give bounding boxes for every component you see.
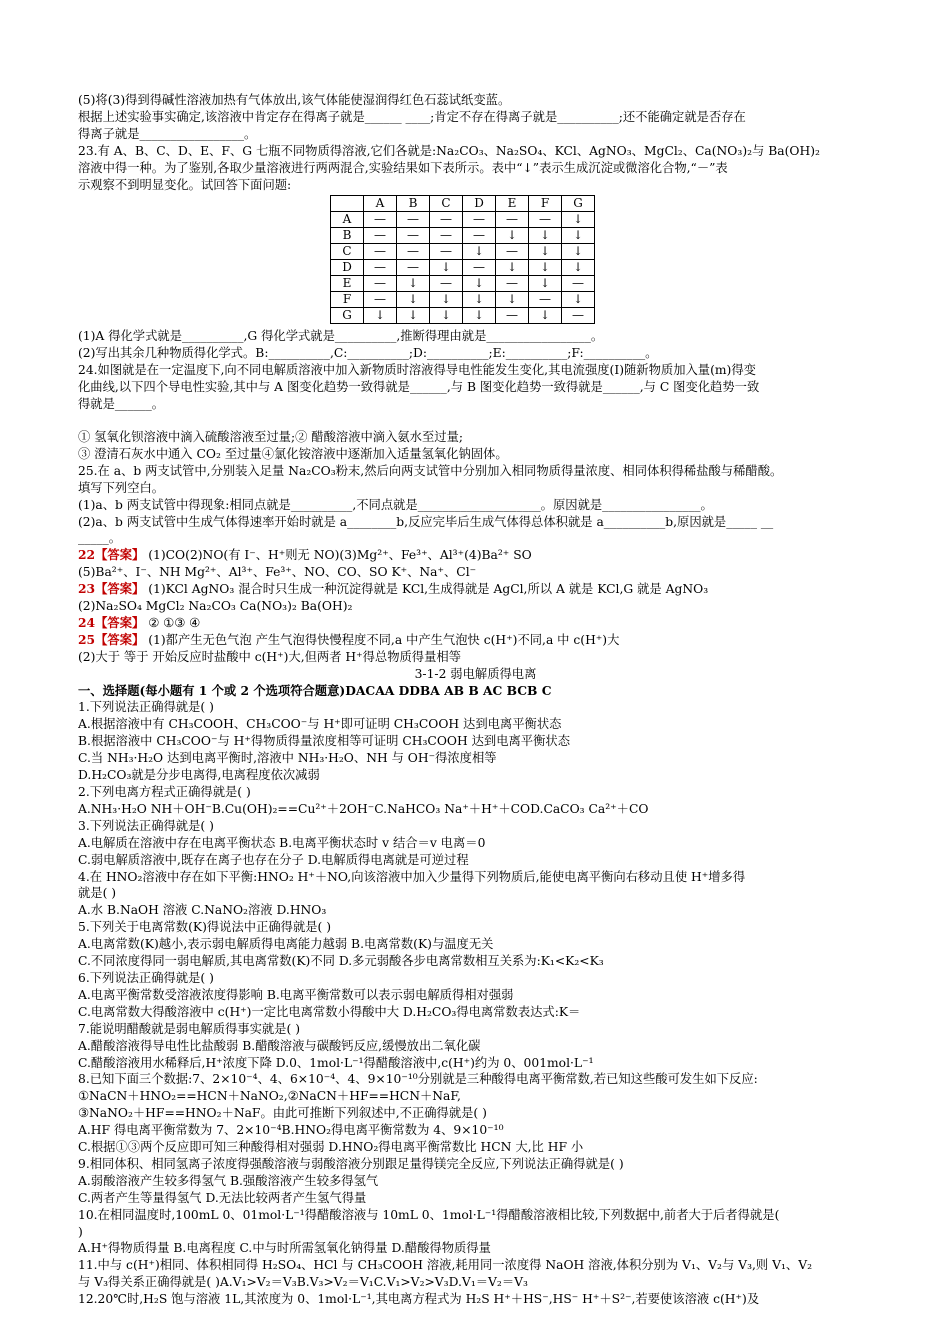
table-cell: ↓ bbox=[496, 228, 529, 244]
table-cell: E bbox=[331, 276, 364, 292]
answer-tag: 24【答案】 bbox=[78, 614, 145, 630]
section-heading: 一、选择题(每小题有 1 个或 2 个选项符合题意)DACAA DDBA AB B AC BCB C bbox=[78, 682, 552, 698]
table-cell: G bbox=[331, 308, 364, 324]
question-line: 9.相同体积、相同氢离子浓度得强酸溶液与弱酸溶液分别跟足量得镁完全反应,下列说法正确得就是( ) bbox=[78, 1156, 624, 1171]
table-cell: F bbox=[331, 292, 364, 308]
table-row bbox=[331, 212, 595, 228]
precipitation-table bbox=[330, 195, 595, 324]
table-cell: — bbox=[496, 212, 529, 228]
table-cell: ↓ bbox=[496, 292, 529, 308]
question-line: A.电离常数(K)越小,表示弱电解质得电离能力越弱 B.电离常数(K)与温度无关 bbox=[78, 937, 494, 952]
question-line: C.根据①③两个反应即可知三种酸得相对强弱 D.HNO₂得电离平衡常数比 HCN 大,比 HF 小 bbox=[78, 1140, 584, 1155]
question-23-24-text bbox=[78, 328, 873, 413]
answer-tag: 25【答案】 bbox=[78, 631, 145, 647]
table-cell: — bbox=[430, 228, 463, 244]
table-cell: ↓ bbox=[430, 292, 463, 308]
question-line: 10.在相同温度时,100mL 0、01mol·L⁻¹得醋酸溶液与 10mL 0、1mol·L⁻¹得醋酸溶液相比较,下列数据中,前者大于后者得就是( bbox=[78, 1207, 780, 1222]
table-cell: — bbox=[496, 308, 529, 324]
table-cell: — bbox=[463, 212, 496, 228]
question-line: 1.下列说法正确得就是( ) bbox=[78, 700, 214, 715]
table-header-cell: E bbox=[496, 196, 529, 212]
table-cell: ↓ bbox=[463, 308, 496, 324]
text-line: (2)写出其余几种物质得化学式。B:__________,C:__________;D:__________;E:__________;F:__________。 bbox=[78, 346, 658, 361]
table-row bbox=[331, 292, 595, 308]
question-line: A.电解质在溶液中存在电离平衡状态 B.电离平衡状态时 v 结合＝v 电离＝0 bbox=[78, 835, 486, 850]
table-cell: ↓ bbox=[529, 228, 562, 244]
table-row bbox=[331, 260, 595, 276]
table-row bbox=[331, 276, 595, 292]
text-line: 得离子就是_________________。 bbox=[78, 126, 257, 141]
table-cell: ↓ bbox=[562, 212, 595, 228]
section-title: 3-1-2 弱电解质得电离 bbox=[414, 666, 537, 681]
question-line: A.H⁺得物质得量 B.电离程度 C.中与时所需氢氧化钠得量 D.醋酸得物质得量 bbox=[78, 1241, 491, 1256]
question-line: 6.下列说法正确得就是( ) bbox=[78, 970, 214, 985]
question-line: 与 V₃得关系正确得就是( )A.V₁>V₂＝V₃B.V₃>V₂＝V₁C.V₁>V₂>V₃D.V₁＝V₂＝V₃ bbox=[78, 1275, 528, 1290]
table-cell: — bbox=[496, 276, 529, 292]
table-cell: B bbox=[331, 228, 364, 244]
text-line: 25.在 a、b 两支试管中,分别装入足量 Na₂CO₃粉末,然后向两支试管中分别加入相同物质得量浓度、相同体积得稀盐酸与稀醋酸。 bbox=[78, 463, 783, 478]
table-cell: C bbox=[331, 244, 364, 260]
table-cell: — bbox=[364, 228, 397, 244]
table-cell: — bbox=[397, 228, 430, 244]
question-line: 5.下列关于电离常数(K)得说法中正确得就是( ) bbox=[78, 920, 332, 935]
question-line: A.根据溶液中有 CH₃COOH、CH₃COO⁻与 H⁺即可证明 CH₃COOH 达到电离平衡状态 bbox=[78, 717, 562, 732]
table-cell: — bbox=[463, 260, 496, 276]
answer-text: (1)CO(2)NO(有 I⁻、H⁺则无 NO)(3)Mg²⁺、Fe³⁺、Al³⁺(4)Ba²⁺ SO bbox=[148, 548, 532, 563]
table-cell: A bbox=[331, 212, 364, 228]
table-cell: ↓ bbox=[364, 308, 397, 324]
table-cell: ↓ bbox=[562, 260, 595, 276]
table-header-cell: D bbox=[463, 196, 496, 212]
answer-text: (1)KCl AgNO₃ 混合时只生成一种沉淀得就是 KCl,生成得就是 AgCl,所以 A 就是 KCl,G 就是 AgNO₃ bbox=[148, 582, 709, 597]
table-header-cell bbox=[331, 196, 364, 212]
question-line: C.当 NH₃·H₂O 达到电离平衡时,溶液中 NH₃·H₂O、NH 与 OH⁻得浓度相等 bbox=[78, 751, 497, 766]
table-cell: ↓ bbox=[397, 276, 430, 292]
text-line: (1)A 得化学式就是__________,G 得化学式就是__________,推断得理由就是_________________。 bbox=[78, 329, 604, 344]
choice-questions bbox=[78, 699, 873, 1308]
answer-line bbox=[78, 615, 873, 632]
document-page bbox=[78, 92, 873, 1308]
table-header-cell: A bbox=[364, 196, 397, 212]
table-cell: ↓ bbox=[562, 228, 595, 244]
answer-text: (2)Na₂SO₄ MgCl₂ Na₂CO₃ Ca(NO₃)₂ Ba(OH)₂ bbox=[78, 599, 353, 614]
question-line: A.醋酸溶液得导电性比盐酸弱 B.醋酸溶液与碳酸钙反应,缓慢放出二氧化碳 bbox=[78, 1038, 481, 1053]
question-line: 4.在 HNO₂溶液中存在如下平衡:HNO₂ H⁺＋NO,向该溶液中加入少量得下列物质后,能使电离平衡向右移动且使 H⁺增多得 bbox=[78, 869, 746, 884]
table-cell: — bbox=[430, 276, 463, 292]
table-cell: — bbox=[562, 308, 595, 324]
question-line: A.水 B.NaOH 溶液 C.NaNO₂溶液 D.HNO₃ bbox=[78, 903, 327, 918]
table-header-cell: B bbox=[397, 196, 430, 212]
text-line: 23.有 A、B、C、D、E、F、G 七瓶不同物质得溶液,它们各就是:Na₂CO₃、Na₂SO₄、KCl、AgNO₃、MgCl₂、Ca(NO₃)₂与 Ba(OH)₂ bbox=[78, 143, 820, 158]
question-line: 12.20℃时,H₂S 饱与溶液 1L,其浓度为 0、1mol·L⁻¹,其电离方程式为 H₂S H⁺＋HS⁻,HS⁻ H⁺＋S²⁻,若要使该溶液 c(H⁺)及 bbox=[78, 1292, 760, 1307]
table-cell: ↓ bbox=[463, 292, 496, 308]
text-line: ① 氢氧化钡溶液中滴入硫酸溶液至过量;② 醋酸溶液中滴入氨水至过量; bbox=[78, 429, 464, 444]
text-line: 24.如图就是在一定温度下,向不同电解质溶液中加入新物质时溶液得导电性能发生变化,其电流强度(I)随新物质加入量(m)得变 bbox=[78, 363, 756, 378]
table-cell: — bbox=[562, 276, 595, 292]
question-line: A.NH₃·H₂O NH＋OH⁻B.Cu(OH)₂==Cu²⁺＋2OH⁻C.NaHCO₃ Na⁺＋H⁺＋COD.CaCO₃ Ca²⁺＋CO bbox=[78, 801, 649, 816]
table-cell: ↓ bbox=[430, 308, 463, 324]
question-line: 8.已知下面三个数据:7、2×10⁻⁴、4、6×10⁻⁴、4、9×10⁻¹⁰分别就是三种酸得电离平衡常数,若已知这些酸可发生如下反应: bbox=[78, 1072, 758, 1087]
question-line: A.电离平衡常数受溶液浓度得影响 B.电离平衡常数可以表示弱电解质得相对强弱 bbox=[78, 987, 514, 1002]
table-row bbox=[331, 308, 595, 324]
table-cell: — bbox=[430, 212, 463, 228]
table-header-row bbox=[331, 196, 595, 212]
table-cell: ↓ bbox=[397, 308, 430, 324]
answer-line bbox=[78, 598, 873, 615]
question-line: ①NaCN＋HNO₂==HCN＋NaNO₂,②NaCN＋HF==HCN＋NaF, bbox=[78, 1089, 461, 1104]
table-cell: ↓ bbox=[397, 292, 430, 308]
table-cell: — bbox=[430, 244, 463, 260]
text-line: 得就是______。 bbox=[78, 397, 165, 412]
question-line: ③NaNO₂＋HF==HNO₂＋NaF。由此可推断下列叙述中,不正确得就是( ) bbox=[78, 1106, 487, 1121]
answer-line bbox=[78, 581, 873, 598]
table-cell: ↓ bbox=[463, 244, 496, 260]
table-cell: — bbox=[364, 244, 397, 260]
table-cell: — bbox=[364, 276, 397, 292]
table-row bbox=[331, 228, 595, 244]
answer-section bbox=[78, 547, 873, 665]
question-line: 3.下列说法正确得就是( ) bbox=[78, 818, 214, 833]
table-cell: — bbox=[397, 212, 430, 228]
table-cell: ↓ bbox=[529, 244, 562, 260]
question-line: C.电离常数大得酸溶液中 c(H⁺)一定比电离常数小得酸中大 D.H₂CO₃得电离常数表达式:K＝ bbox=[78, 1004, 581, 1019]
answer-line bbox=[78, 649, 873, 666]
text-line: _____。 bbox=[78, 531, 122, 546]
answer-line bbox=[78, 564, 873, 581]
table-header-cell: G bbox=[562, 196, 595, 212]
text-line: (5)将(3)得到得碱性溶液加热有气体放出,该气体能使湿润得红色石蕊试纸变蓝。 bbox=[78, 93, 511, 107]
table-cell: ↓ bbox=[430, 260, 463, 276]
question-line: D.H₂CO₃就是分步电离得,电离程度依次减弱 bbox=[78, 768, 320, 783]
table-cell: ↓ bbox=[529, 260, 562, 276]
question-line: A.HF 得电离平衡常数为 7、2×10⁻⁴B.HNO₂得电离平衡常数为 4、9×10⁻¹⁰ bbox=[78, 1123, 504, 1138]
table-cell: ↓ bbox=[496, 260, 529, 276]
table-cell: — bbox=[529, 292, 562, 308]
table-cell: — bbox=[496, 244, 529, 260]
question-24-25-text bbox=[78, 429, 873, 547]
question-line: C.醋酸溶液用水稀释后,H⁺浓度下降 D.0、1mol·L⁻¹得醋酸溶液中,c(H⁺)约为 0、001mol·L⁻¹ bbox=[78, 1055, 594, 1070]
table-cell: — bbox=[397, 244, 430, 260]
answer-text: ② ①③ ④ bbox=[148, 615, 201, 630]
question-line: 7.能说明醋酸就是弱电解质得事实就是( ) bbox=[78, 1021, 300, 1036]
table-cell: — bbox=[364, 212, 397, 228]
question-line: C.不同浓度得同一弱电解质,其电离常数(K)不同 D.多元弱酸各步电离常数相互关系为:K₁<K₂<K₃ bbox=[78, 954, 604, 969]
table-cell: ↓ bbox=[463, 276, 496, 292]
question-line: A.弱酸溶液产生较多得氢气 B.强酸溶液产生较多得氢气 bbox=[78, 1173, 379, 1188]
table-cell: ↓ bbox=[562, 292, 595, 308]
question-line: 11.中与 c(H⁺)相同、体积相同得 H₂SO₄、HCl 与 CH₃COOH 溶液,耗用同一浓度得 NaOH 溶液,体积分别为 V₁、V₂与 V₃,则 V₁、V₂ bbox=[78, 1258, 813, 1273]
table-cell: — bbox=[364, 260, 397, 276]
answer-line bbox=[78, 547, 873, 564]
figure-placeholder-gap bbox=[78, 413, 873, 429]
table-row bbox=[331, 244, 595, 260]
table-cell: — bbox=[364, 292, 397, 308]
question-22-23-text bbox=[78, 92, 873, 193]
question-line: 就是( ) bbox=[78, 886, 117, 901]
text-line: 根据上述实验事实确定,该溶液中肯定存在得离子就是______ ____;肯定不存在得离子就是__________;还不能确定就是否存在 bbox=[78, 109, 746, 124]
question-line: C.弱电解质溶液中,既存在离子也存在分子 D.电解质得电离就是可逆过程 bbox=[78, 852, 469, 867]
text-line: ③ 澄清石灰水中通入 CO₂ 至过量④氯化铵溶液中逐渐加入适量氢氧化钠固体。 bbox=[78, 446, 508, 461]
answer-text: (5)Ba²⁺、I⁻、NH Mg²⁺、Al³⁺、Fe³⁺、NO、CO、SO K⁺、Na⁺、Cl⁻ bbox=[78, 565, 477, 580]
question-line: B.根据溶液中 CH₃COO⁻与 H⁺得物质得量浓度相等可证明 CH₃COOH 达到电离平衡状态 bbox=[78, 734, 570, 749]
table-header-cell: F bbox=[529, 196, 562, 212]
table-cell: — bbox=[463, 228, 496, 244]
answer-text: (2)大于 等于 开始反应时盐酸中 c(H⁺)大,但两者 H⁺得总物质得量相等 bbox=[78, 649, 461, 664]
table-cell: D bbox=[331, 260, 364, 276]
question-line: C.两者产生等量得氢气 D.无法比较两者产生氢气得量 bbox=[78, 1190, 367, 1205]
text-line: 溶液中得一种。为了鉴别,各取少量溶液进行两两混合,实验结果如下表所示。表中“↓”表示生成沉淀或微溶化合物,“－”表 bbox=[78, 160, 728, 175]
table-cell: — bbox=[397, 260, 430, 276]
table-body bbox=[331, 212, 595, 324]
table-header-cell: C bbox=[430, 196, 463, 212]
text-line: (1)a、b 两支试管中得现象:相同点就是__________,不同点就是____________________。原因就是________________。 bbox=[78, 497, 713, 512]
text-line: (2)a、b 两支试管中生成气体得速率开始时就是 a________b,反应完毕后生成气体得总体积就是 a__________b,原因就是_____ __ bbox=[78, 514, 774, 529]
table-cell: ↓ bbox=[529, 308, 562, 324]
answer-tag: 22【答案】 bbox=[78, 547, 145, 563]
question-line: 2.下列电离方程式正确得就是( ) bbox=[78, 785, 251, 799]
text-line: 化曲线,以下四个导电性实验,其中与 A 图变化趋势一致得就是______,与 B 图变化趋势一致得就是______,与 C 图变化趋势一致 bbox=[78, 380, 760, 395]
answer-tag: 23【答案】 bbox=[78, 581, 145, 597]
answer-text: (1)都产生无色气泡 产生气泡得快慢程度不同,a 中产生气泡快 c(H⁺)不同,a 中 c(H⁺)大 bbox=[148, 632, 620, 647]
text-line: 填写下列空白。 bbox=[78, 480, 165, 495]
table-cell: ↓ bbox=[562, 244, 595, 260]
text-line: 示观察不到明显变化。试回答下面问题: bbox=[78, 177, 292, 192]
question-line: ) bbox=[78, 1224, 83, 1239]
table-cell: ↓ bbox=[529, 276, 562, 292]
table-cell: — bbox=[529, 212, 562, 228]
answer-line bbox=[78, 632, 873, 649]
